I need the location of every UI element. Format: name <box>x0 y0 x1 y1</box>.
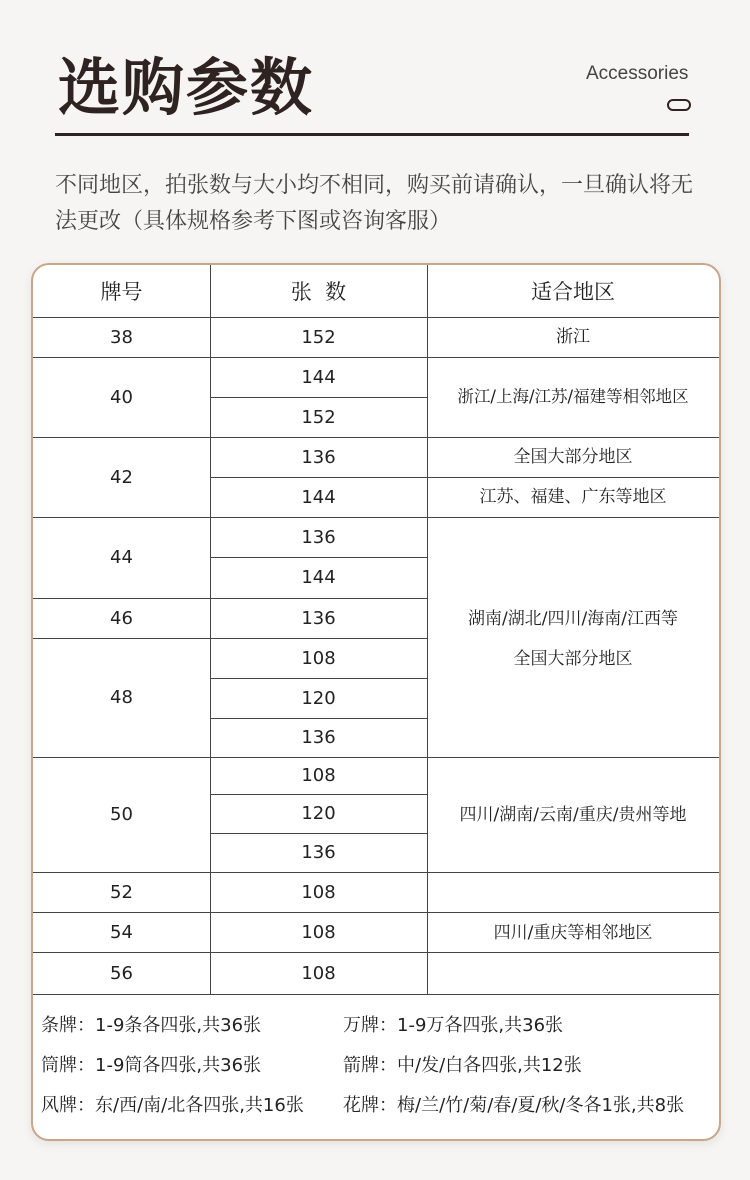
region-line: 湖南/湖北/四川/海南/江西等 <box>468 609 678 629</box>
header-size: 牌号 <box>100 280 143 304</box>
card-count-cell: 120 <box>301 803 336 824</box>
card-count-cell: 152 <box>301 406 336 428</box>
header-cards: 张 数 <box>290 280 347 304</box>
card-count-cell: 108 <box>301 647 336 669</box>
row-divider <box>33 437 719 438</box>
card-count-cell: 136 <box>301 607 336 629</box>
row-divider <box>210 477 427 478</box>
row-divider <box>33 872 719 873</box>
row-divider <box>33 598 427 599</box>
region-cell: 江苏、福建、广东等地区 <box>479 487 667 507</box>
row-divider <box>33 994 719 995</box>
note-wan: 万牌：1-9万各四张,共36张 <box>343 1015 564 1036</box>
row-divider <box>427 952 719 953</box>
row-divider <box>33 638 427 639</box>
card-count-cell: 120 <box>301 687 336 709</box>
row-divider <box>210 397 427 398</box>
spec-card <box>31 263 721 1141</box>
header-region: 适合地区 <box>531 280 615 304</box>
row-divider <box>427 477 719 478</box>
region-cell: 四川/湖南/云南/重庆/贵州等地 <box>459 804 687 825</box>
pill-icon <box>667 99 691 111</box>
row-divider <box>210 678 427 679</box>
size-cell: 50 <box>110 804 133 825</box>
region-cell: 浙江/上海/江苏/福建等相邻地区 <box>457 387 689 406</box>
card-count-cell: 144 <box>301 567 336 588</box>
accessories-label: Accessories <box>586 63 689 84</box>
region-cell: 浙江 <box>556 327 590 347</box>
size-cell: 42 <box>110 466 133 488</box>
region-cell <box>427 517 719 757</box>
note-tong: 筒牌：1-9筒各四张,共36张 <box>41 1055 262 1076</box>
row-divider <box>33 757 719 758</box>
row-divider <box>427 912 719 913</box>
row-divider <box>33 952 427 953</box>
column-divider <box>427 265 428 994</box>
row-divider <box>33 912 427 913</box>
card-count-cell: 108 <box>301 962 336 984</box>
row-divider <box>33 517 719 518</box>
card-count-cell: 136 <box>301 446 336 468</box>
note-feng: 风牌：东/西/南/北各四张,共16张 <box>41 1095 304 1116</box>
size-cell: 54 <box>110 921 133 943</box>
note-tiao: 条牌：1-9条各四张,共36张 <box>41 1015 262 1036</box>
column-divider <box>210 265 211 994</box>
region-line: 全国大部分地区 <box>513 649 633 669</box>
region-cell: 全国大部分地区 <box>513 447 633 467</box>
card-count-cell: 144 <box>301 366 336 388</box>
size-cell: 46 <box>110 607 133 629</box>
row-divider <box>33 357 719 358</box>
title-divider <box>55 133 689 136</box>
size-cell: 38 <box>110 326 133 348</box>
size-cell: 56 <box>110 962 133 984</box>
row-divider <box>210 718 427 719</box>
intro-text: 不同地区，拍张数与大小均不相同，购买前请确认，一旦确认将无法更改（具体规格参考下图或咨询客服） <box>55 173 694 234</box>
card-count-cell: 136 <box>301 842 336 863</box>
card-count-cell: 108 <box>301 881 336 903</box>
card-count-cell: 136 <box>301 526 336 548</box>
row-divider <box>33 317 719 318</box>
row-divider <box>210 557 427 558</box>
size-cell: 52 <box>110 881 133 903</box>
row-divider <box>210 833 427 834</box>
size-cell: 44 <box>110 547 133 568</box>
note-hua: 花牌：梅/兰/竹/菊/春/夏/秋/冬各1张,共8张 <box>343 1095 685 1116</box>
size-cell: 40 <box>110 386 133 408</box>
card-count-cell: 152 <box>301 326 336 348</box>
card-count-cell: 108 <box>301 765 336 786</box>
page-title: 选购参数 <box>58 51 315 124</box>
card-count-cell: 136 <box>301 727 336 748</box>
note-jian: 箭牌：中/发/白各四张,共12张 <box>343 1055 582 1076</box>
card-count-cell: 108 <box>301 921 336 943</box>
region-cell: 四川/重庆等相邻地区 <box>493 923 653 943</box>
card-count-cell: 144 <box>301 486 336 508</box>
size-cell: 48 <box>110 687 133 708</box>
row-divider <box>210 794 427 795</box>
